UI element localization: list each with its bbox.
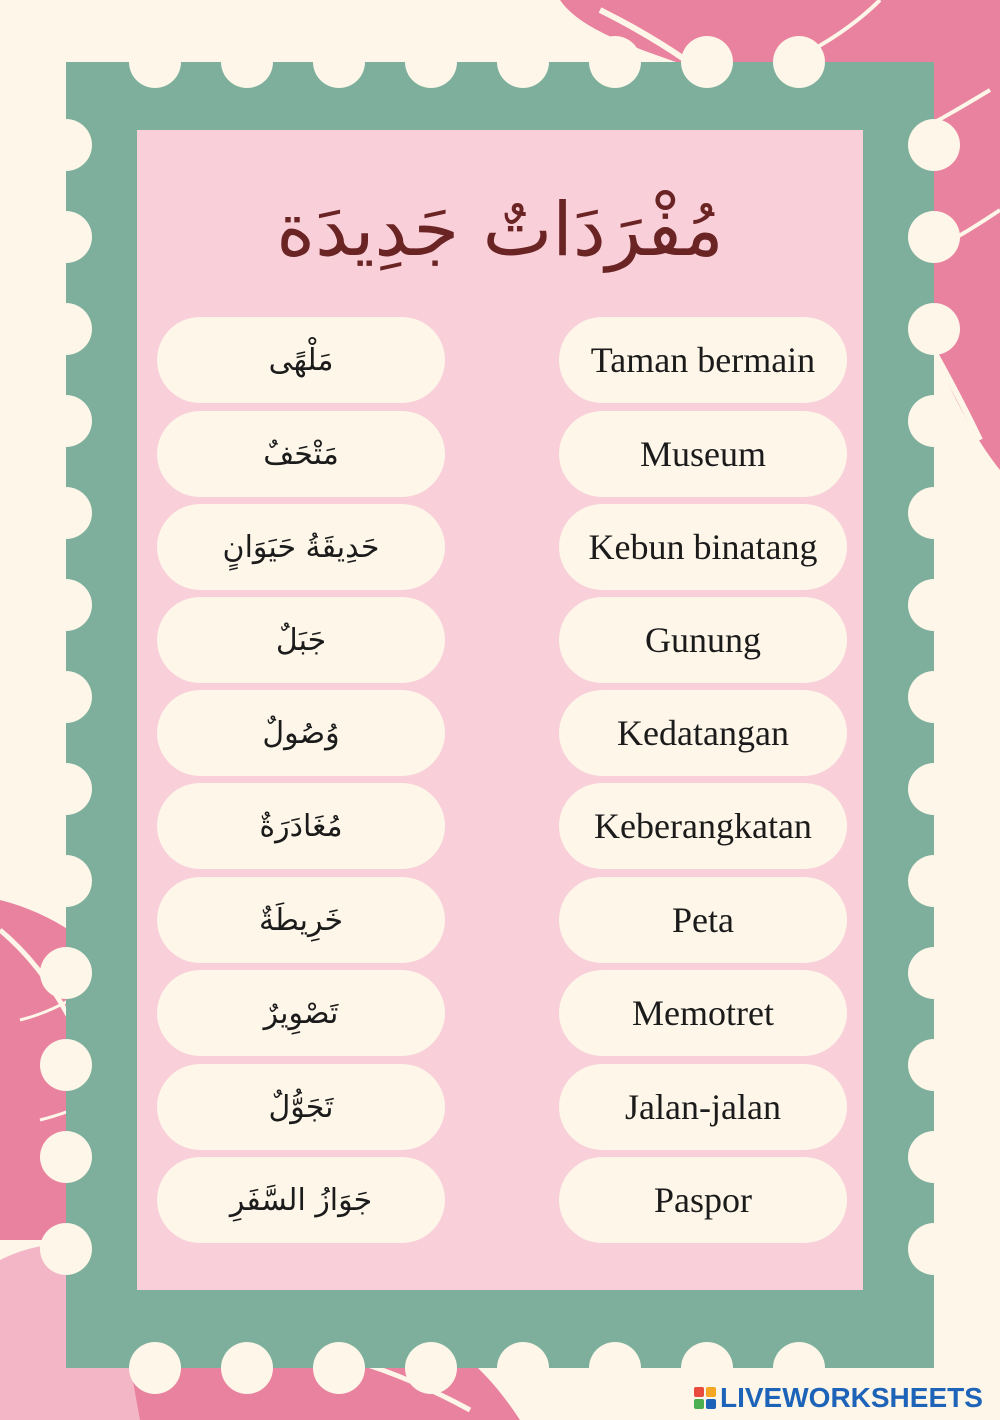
stamp-scallop — [313, 36, 365, 88]
stamp-scallop — [221, 1342, 273, 1394]
indonesian-word: Paspor — [559, 1157, 847, 1243]
indonesian-word: Taman bermain — [559, 317, 847, 403]
stamp-scallop — [40, 947, 92, 999]
stamp-scallop — [908, 671, 960, 723]
arabic-word: وُصُولٌ — [157, 690, 445, 776]
stamp-scallop — [40, 1223, 92, 1275]
stamp-scallop — [681, 36, 733, 88]
stamp-scallop — [129, 36, 181, 88]
stamp-scallop — [405, 36, 457, 88]
indonesian-word: Kedatangan — [559, 690, 847, 776]
stamp-scallop — [589, 36, 641, 88]
stamp-scallop — [40, 395, 92, 447]
stamp-scallop — [908, 487, 960, 539]
stamp-scallop — [221, 36, 273, 88]
arabic-word: حَدِيقَةُ حَيَوَانٍ — [157, 504, 445, 590]
stamp-scallop — [40, 303, 92, 355]
arabic-word: مُغَادَرَةٌ — [157, 783, 445, 869]
indonesian-word: Keberangkatan — [559, 783, 847, 869]
stamp-scallop — [129, 1342, 181, 1394]
arabic-word: خَرِيطَةٌ — [157, 877, 445, 963]
stamp-scallop — [497, 36, 549, 88]
arabic-word: مَتْحَفٌ — [157, 411, 445, 497]
stamp-scallop — [40, 119, 92, 171]
liveworksheets-watermark[interactable] — [694, 1383, 983, 1413]
stamp-scallop — [908, 119, 960, 171]
stamp-scallop — [40, 671, 92, 723]
stamp-scallop — [40, 855, 92, 907]
arabic-word: تَجَوُّلٌ — [157, 1064, 445, 1150]
stamp-scallop — [908, 763, 960, 815]
indonesian-word: Kebun binatang — [559, 504, 847, 590]
stamp-scallop — [313, 1342, 365, 1394]
arabic-word: تَصْوِيرٌ — [157, 970, 445, 1056]
stamp-scallop — [40, 763, 92, 815]
indonesian-word: Museum — [559, 411, 847, 497]
stamp-scallop — [908, 579, 960, 631]
stamp-scallop — [908, 1131, 960, 1183]
indonesian-word: Peta — [559, 877, 847, 963]
watermark-text: LIVEWORKSHEETS — [720, 1382, 983, 1413]
stamp-scallop — [40, 487, 92, 539]
stamp-scallop — [908, 395, 960, 447]
arabic-word: جَوَازُ السَّفَرِ — [157, 1157, 445, 1243]
liveworksheets-logo-icon — [694, 1387, 716, 1409]
arabic-word: جَبَلٌ — [157, 597, 445, 683]
stamp-scallop — [908, 303, 960, 355]
stamp-scallop — [908, 855, 960, 907]
stamp-scallop — [405, 1342, 457, 1394]
indonesian-word: Gunung — [559, 597, 847, 683]
indonesian-word: Jalan-jalan — [559, 1064, 847, 1150]
stamp-scallop — [589, 1342, 641, 1394]
stamp-scallop — [40, 1039, 92, 1091]
stamp-scallop — [908, 947, 960, 999]
stamp-scallop — [908, 1223, 960, 1275]
stamp-scallop — [497, 1342, 549, 1394]
stamp-scallop — [773, 36, 825, 88]
stamp-scallop — [40, 1131, 92, 1183]
page-title: مُفْرَدَاتٌ جَدِيدَة — [276, 187, 724, 273]
stamp-scallop — [40, 579, 92, 631]
stamp-scallop — [40, 211, 92, 263]
stamp-scallop — [908, 211, 960, 263]
arabic-word: مَلْهًى — [157, 317, 445, 403]
indonesian-word: Memotret — [559, 970, 847, 1056]
stamp-scallop — [908, 1039, 960, 1091]
